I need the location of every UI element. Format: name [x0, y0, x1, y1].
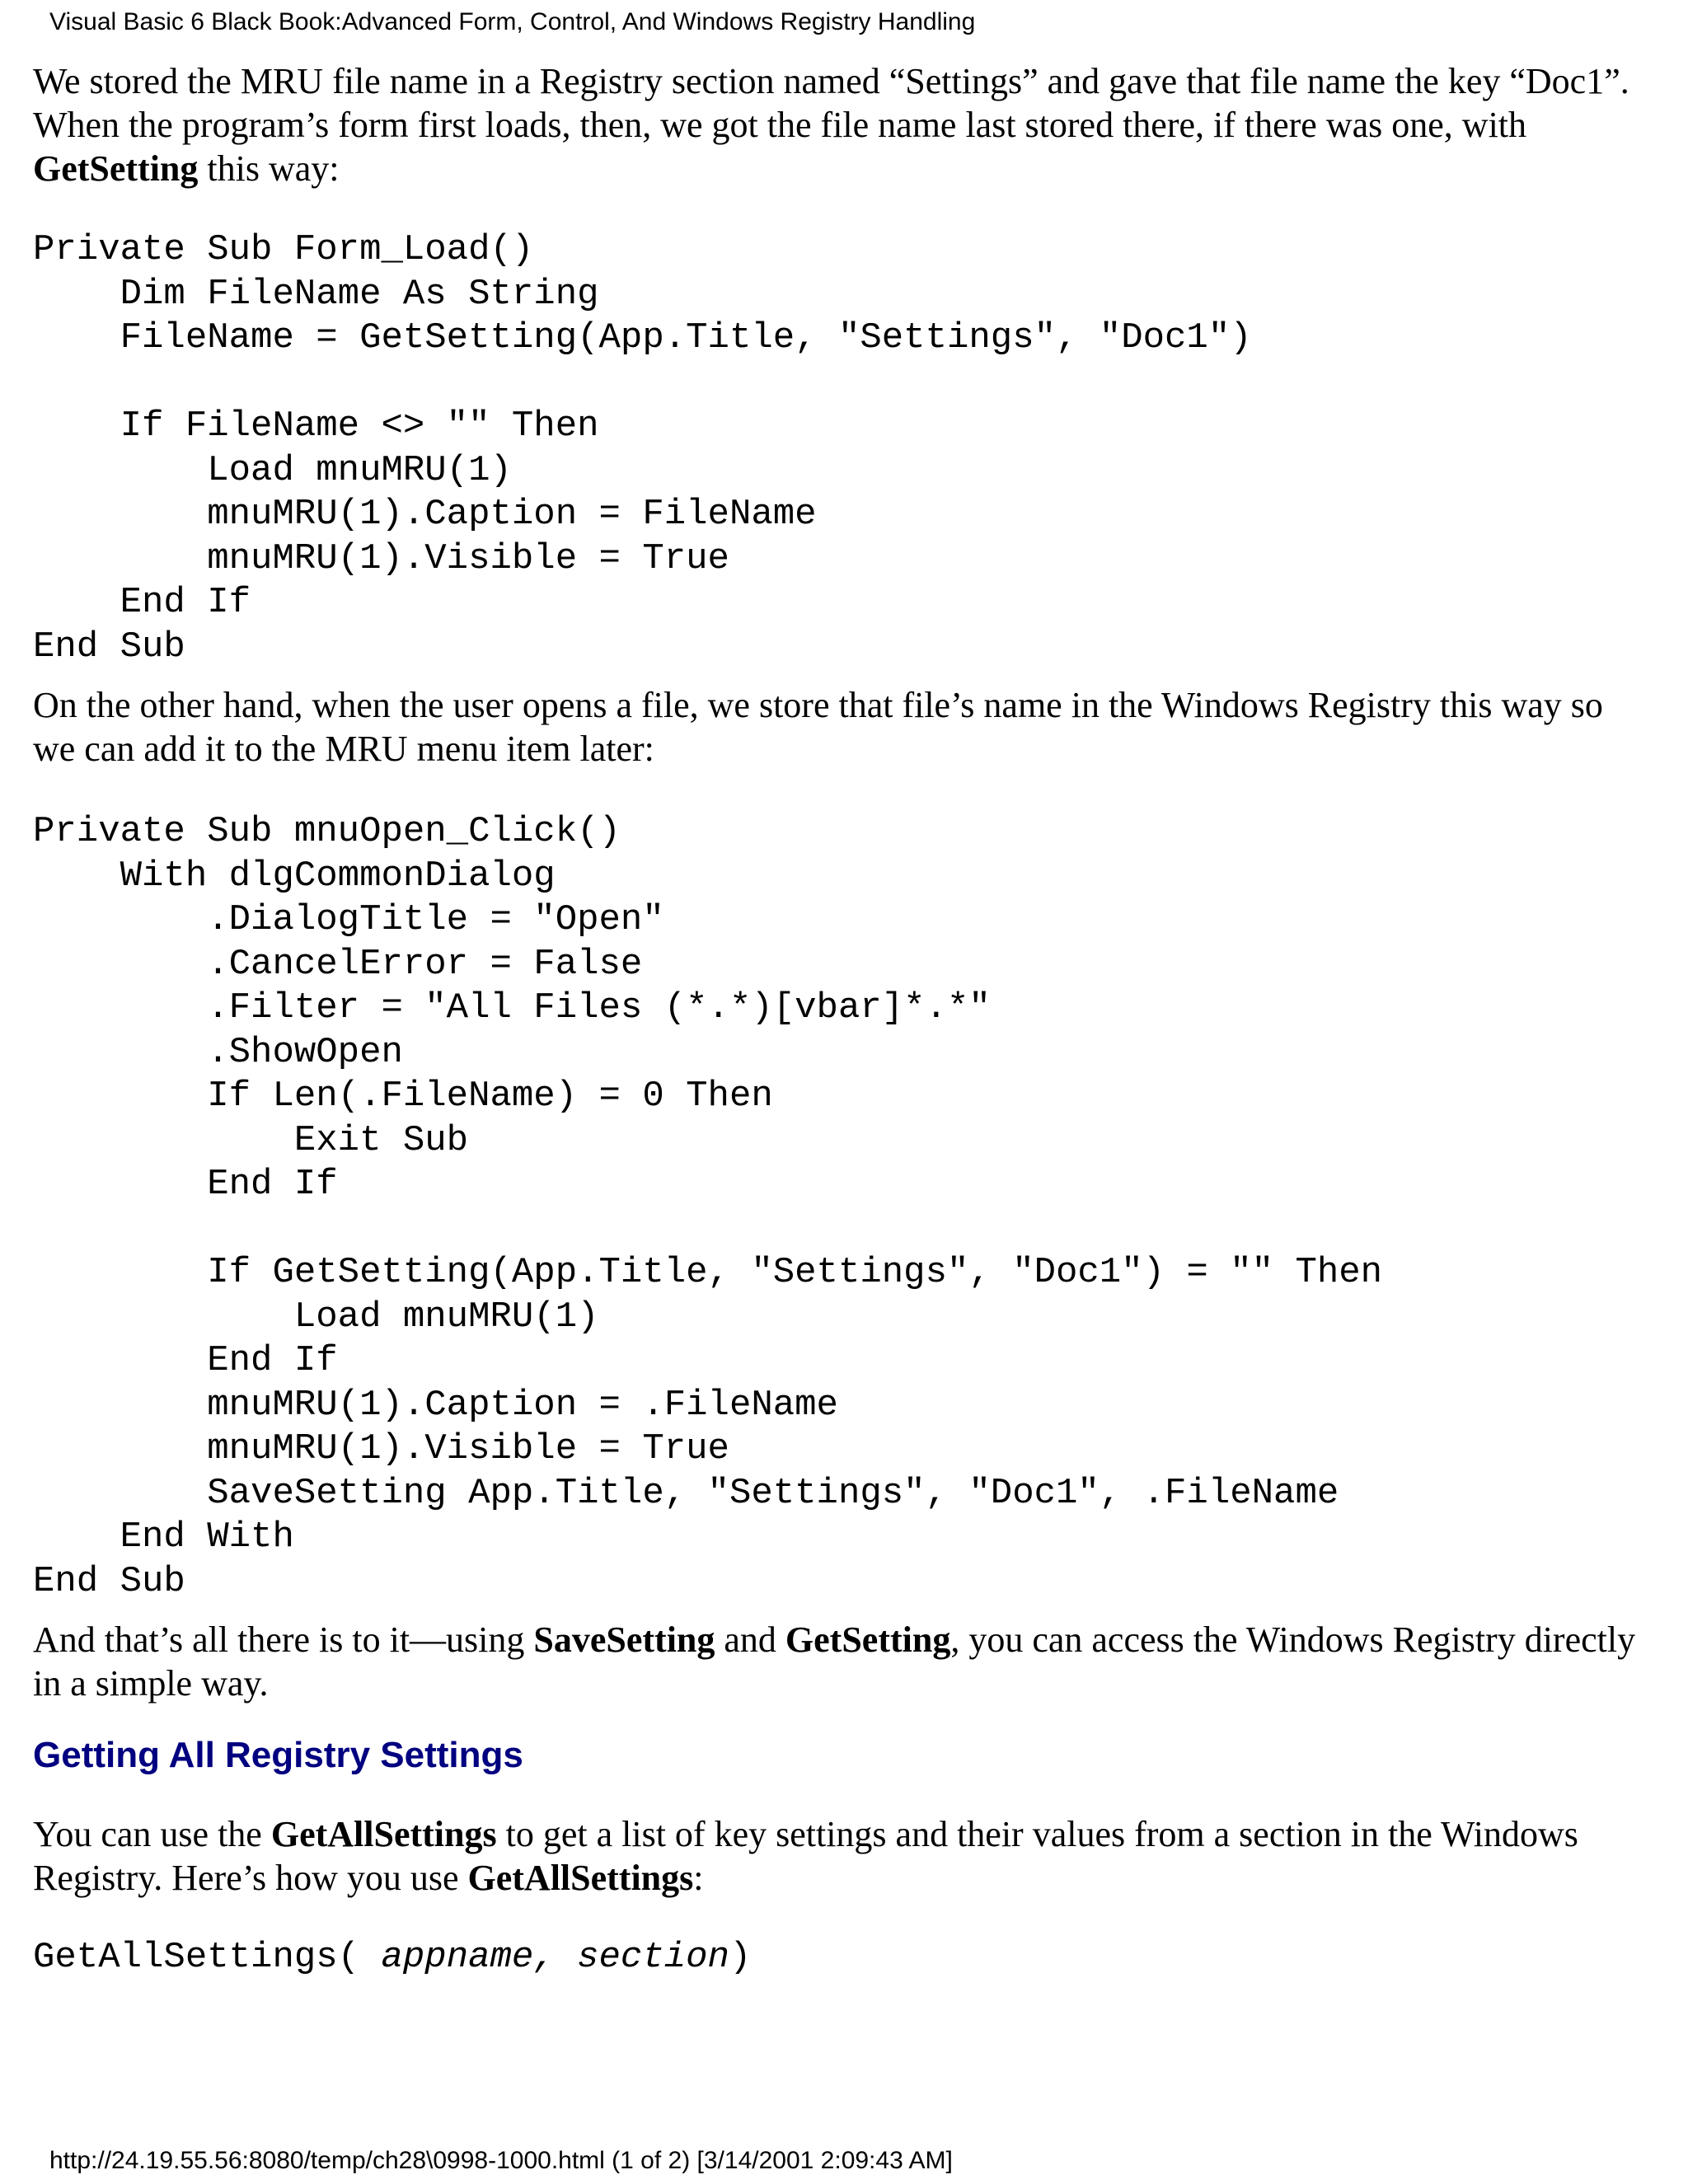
- code-line: End If: [33, 1164, 338, 1205]
- code-line: [33, 1207, 1648, 1252]
- code-line: mnuMRU(1).Caption = .FileName: [33, 1384, 838, 1426]
- code-line: End If: [33, 582, 251, 623]
- code-line: mnuMRU(1).Caption = FileName: [33, 494, 817, 535]
- code-line: mnuMRU(1).Visible = True: [33, 537, 729, 579]
- text-run: to get a list of key settings and their values from a section in the Windows Registry. Here’s how you use: [33, 1814, 1578, 1898]
- code-line: If FileName <> "" Then: [33, 405, 599, 447]
- code-line: SaveSetting App.Title, "Settings", "Doc1", .FileName: [33, 1472, 1339, 1514]
- syntax-separator: ,: [533, 1937, 578, 1978]
- code-line: Load mnuMRU(1): [33, 1296, 599, 1338]
- code-line: Private Sub mnuOpen_Click(): [33, 811, 621, 852]
- keyword-savesetting: SaveSetting: [533, 1619, 715, 1660]
- paragraph-open-file: [33, 683, 1648, 771]
- code-line: End If: [33, 1340, 338, 1381]
- text-run: And that’s all there is to it—using: [33, 1619, 534, 1660]
- text-run: :: [693, 1858, 704, 1898]
- syntax-close: ): [729, 1937, 752, 1978]
- code-line: Exit Sub: [33, 1119, 469, 1161]
- text-run: You can use the: [33, 1814, 271, 1854]
- code-line: mnuMRU(1).Visible = True: [33, 1428, 729, 1469]
- code-line: End Sub: [33, 626, 185, 668]
- paragraph-mru-intro: [33, 59, 1648, 190]
- code-line: If GetSetting(App.Title, "Settings", "Doc1") = "" Then: [33, 1252, 1383, 1293]
- paragraph-summary: [33, 1618, 1648, 1705]
- code-line: End With: [33, 1516, 294, 1558]
- code-line: .DialogTitle = "Open": [33, 899, 664, 940]
- code-line: If Len(.FileName) = 0 Then: [33, 1076, 773, 1117]
- code-line: .CancelError = False: [33, 943, 643, 985]
- text-run: We stored the MRU file name in a Registry section named “Settings” and gave that file name the key “Doc1”. When the program’s form first loads, then, we got the file name last stored there, if there was one, with: [33, 61, 1629, 145]
- text-run: this way:: [198, 148, 340, 189]
- keyword-getallsettings: GetAllSettings: [270, 1814, 497, 1854]
- syntax-function: GetAllSettings(: [33, 1937, 382, 1978]
- code-line: Dim FileName As String: [33, 273, 599, 315]
- code-line: .Filter = "All Files (*.*)[vbar]*.*": [33, 987, 991, 1029]
- text-run: , you can access the Windows Registry directly in a simple way.: [33, 1619, 1636, 1704]
- keyword-getsetting: GetSetting: [785, 1619, 951, 1660]
- code-line: Private Sub Form_Load(): [33, 229, 534, 270]
- page-footer: http://24.19.55.56:8080/temp/ch28\0998-1000.html (1 of 2) [3/14/2001 2:09:43 AM]: [49, 2147, 953, 2174]
- keyword-getsetting: GetSetting: [33, 148, 199, 189]
- code-line: [33, 361, 1648, 405]
- paragraph-getallsettings: [33, 1812, 1648, 1900]
- code-line: .ShowOpen: [33, 1031, 403, 1073]
- document-body: [33, 59, 1648, 1980]
- section-heading: Getting All Registry Settings: [33, 1735, 523, 1775]
- syntax-arg-section: section: [577, 1937, 729, 1978]
- syntax-getallsettings: [33, 1936, 1648, 1980]
- code-line: Load mnuMRU(1): [33, 449, 512, 491]
- code-block-form-load: [33, 228, 1648, 669]
- code-block-mnuopen-click: [33, 810, 1648, 1604]
- keyword-getallsettings: GetAllSettings: [467, 1858, 694, 1898]
- page-header: Visual Basic 6 Black Book:Advanced Form, Control, And Windows Registry Handling: [49, 8, 976, 35]
- text-run: and: [715, 1619, 785, 1660]
- code-line: End Sub: [33, 1560, 185, 1602]
- syntax-arg-appname: appname: [381, 1937, 534, 1978]
- code-line: With dlgCommonDialog: [33, 855, 556, 897]
- code-line: FileName = GetSetting(App.Title, "Settings", "Doc1"): [33, 317, 1252, 359]
- text-run: On the other hand, when the user opens a file, we store that file’s name in the Windows Registry this way so we can add it to the MRU menu item later:: [33, 685, 1603, 769]
